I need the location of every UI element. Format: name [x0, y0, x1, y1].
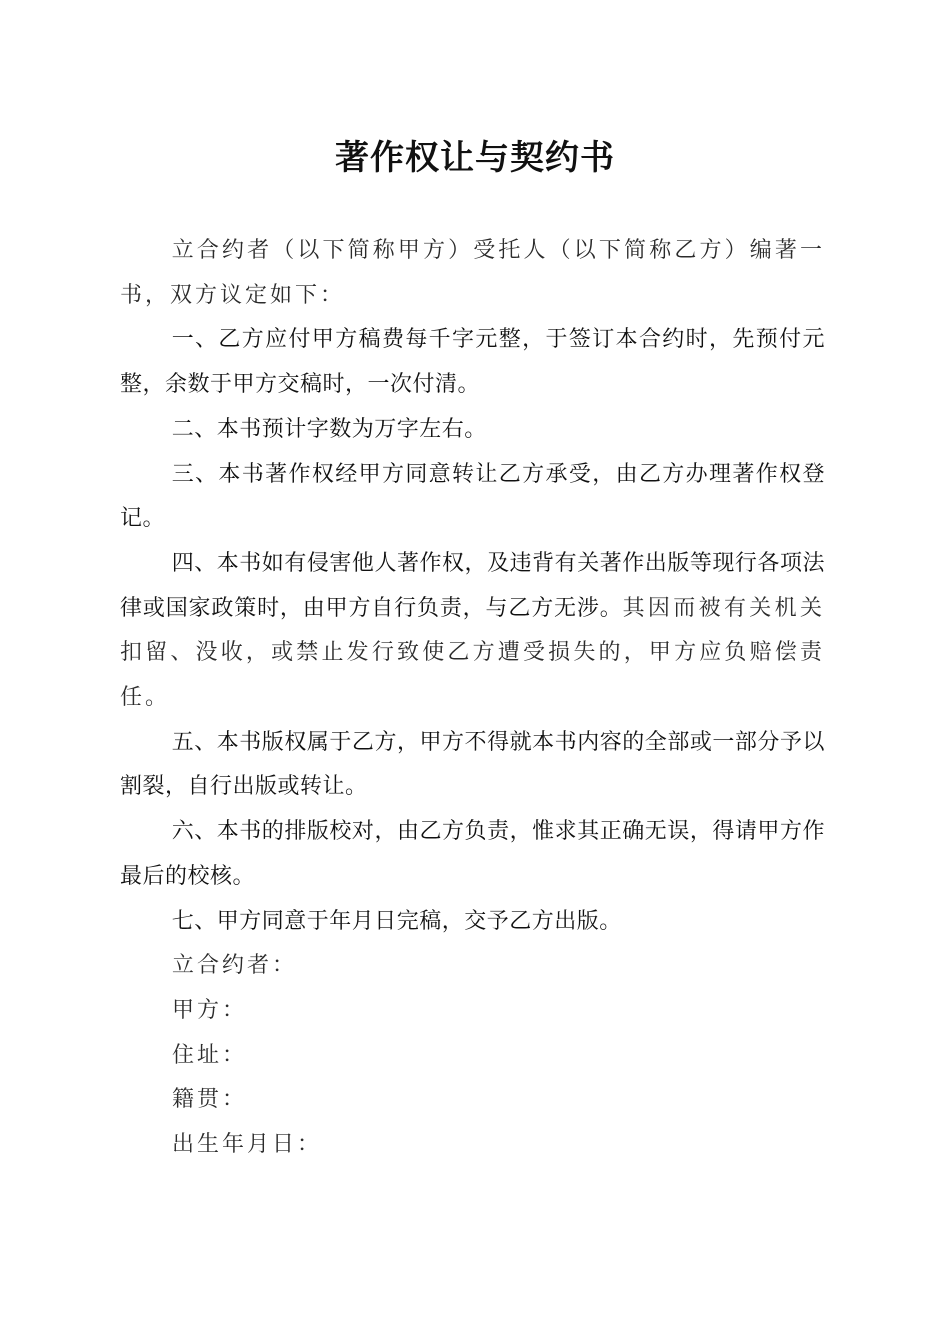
clause-4-tail: 其因而被有关机关扣留、没收，或禁止发行致使乙方遭受损失的，甲方应负赔偿责任。	[120, 595, 825, 711]
clause-3: 三、本书著作权经甲方同意转让乙方承受，由乙方办理著作权登记。	[120, 461, 825, 532]
signature-parties-label: 立合约者：	[172, 953, 298, 979]
signature-party-a-label: 甲方：	[172, 997, 248, 1023]
signature-origin-label: 籍贯：	[172, 1087, 248, 1113]
clause-4	[120, 542, 825, 721]
signature-address-label: 住址：	[172, 1042, 248, 1068]
clause-2: 二、本书预计字数为万字左右。	[171, 416, 487, 442]
document-body	[120, 229, 825, 1168]
clause-5: 五、本书版权属于乙方，甲方不得就本书内容的全部或一部分予以割裂，自行出版或转让。	[120, 729, 825, 800]
clause-4-main: 四、本书如有侵害他人著作权，及违背有关著作出版等现行各项法律或国家政策时，由甲方自行负责，与乙方无涉。	[120, 550, 825, 621]
clause-6: 六、本书的排版校对，由乙方负责，惟求其正确无误，得请甲方作最后的校核。	[120, 819, 825, 889]
clause-1: 一、乙方应付甲方稿费每千字元整，于签订本合约时，先预付元整，余数于甲方交稿时，一次付清。	[120, 327, 825, 398]
intro-paragraph: 立合约者（以下简称甲方）受托人（以下简称乙方）编著一书，双方议定如下：	[120, 238, 825, 308]
document-title: 著作权让与契约书	[335, 138, 615, 178]
signature-birthdate-label: 出生年月日：	[172, 1132, 323, 1158]
clause-7: 七、甲方同意于年月日完稿，交予乙方出版。	[171, 908, 622, 934]
